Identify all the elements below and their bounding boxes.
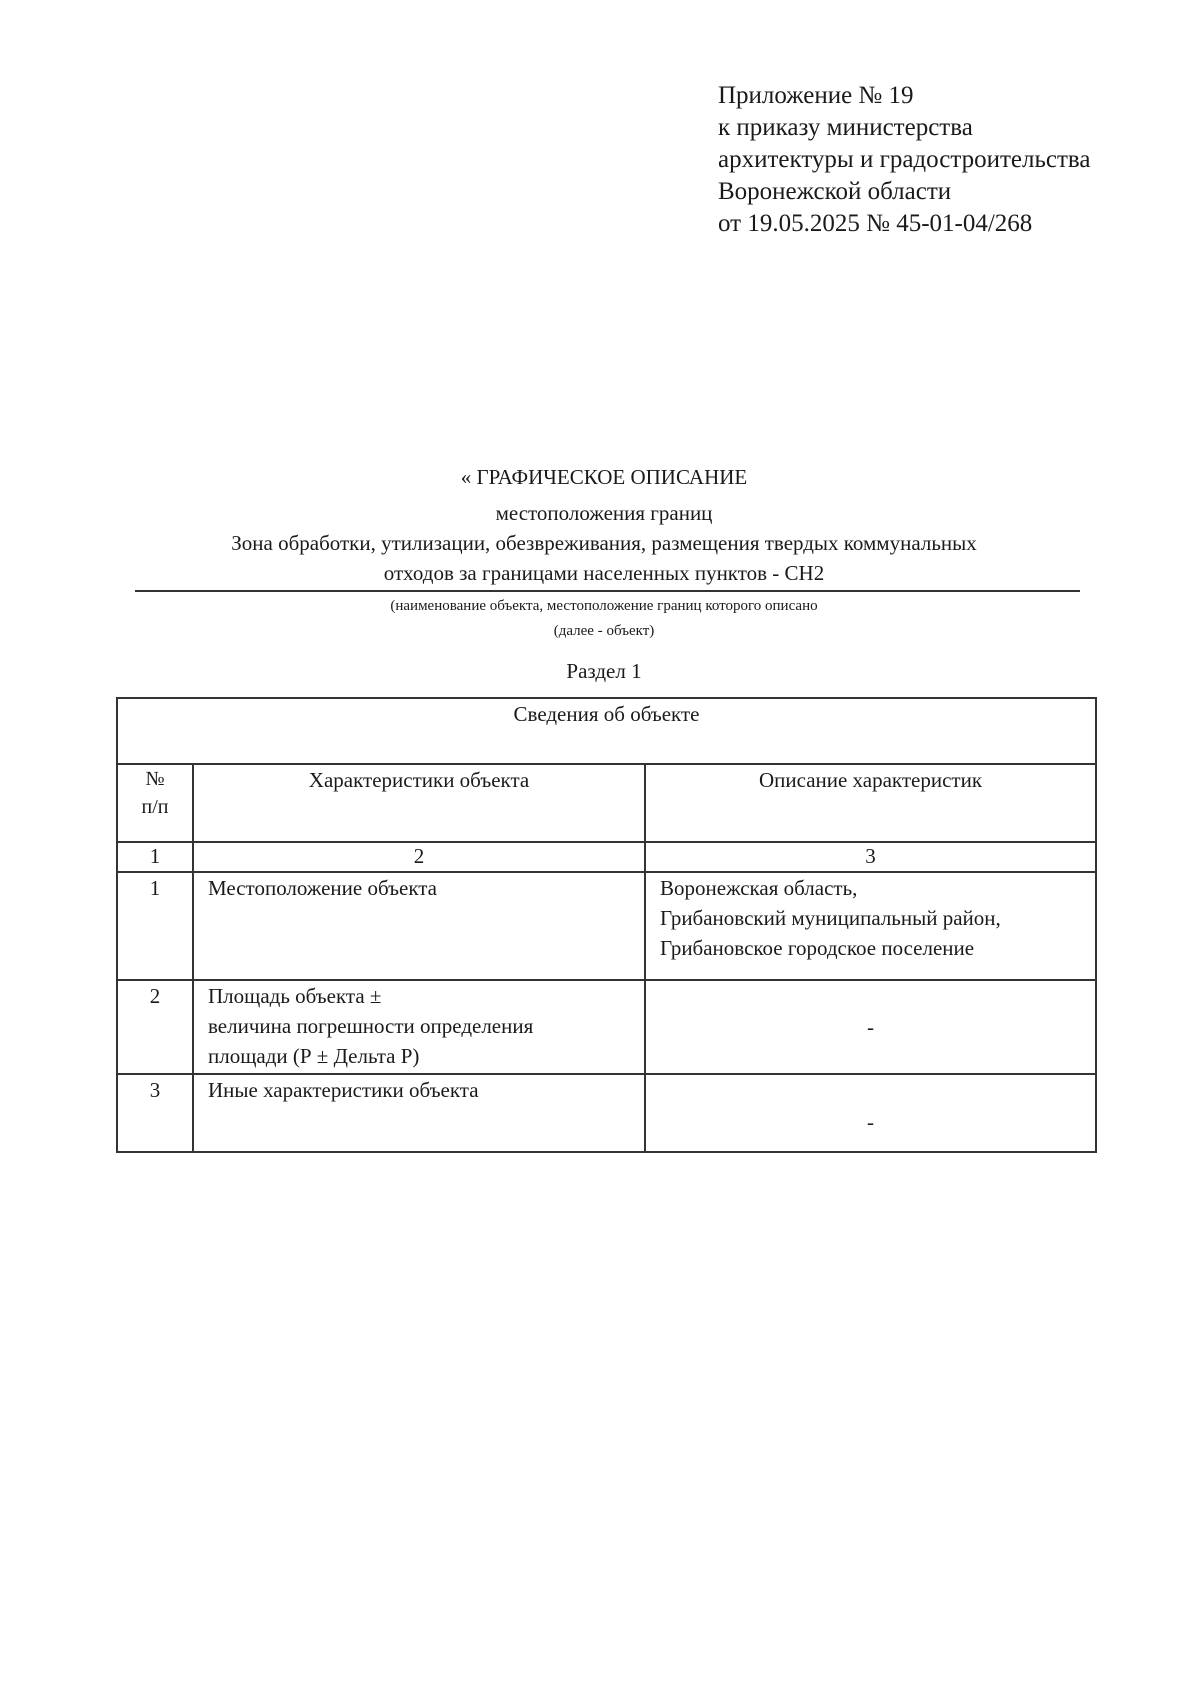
section-label: Раздел 1 (566, 659, 642, 683)
row-description (645, 1074, 1096, 1152)
document-title: « ГРАФИЧЕСКОЕ ОПИСАНИЕ (460, 465, 748, 489)
row-characteristic (193, 980, 645, 1074)
description-line: Воронежская область, (660, 876, 858, 900)
description-line: Грибановское городское поселение (660, 936, 975, 960)
description-line: Грибановский муниципальный район, (660, 906, 1001, 930)
object-caption-line: (далее - объект) (553, 623, 655, 639)
appendix-line: Приложение № 19 (718, 82, 914, 109)
characteristic-line: величина погрешности определения (208, 1014, 534, 1038)
characteristic-line: Площадь объекта ± (208, 984, 382, 1008)
index-cell: 2 (193, 842, 645, 872)
header-number (117, 764, 193, 842)
description-line: - (867, 1110, 874, 1134)
table-row (117, 1074, 1096, 1152)
table-caption: Сведения об объекте (117, 698, 1096, 764)
row-number: 3 (117, 1074, 193, 1152)
object-info-table (116, 697, 1097, 1153)
row-characteristic (193, 1074, 645, 1152)
header-characteristic: Характеристики объекта (193, 764, 645, 842)
characteristic-line: Местоположение объекта (208, 876, 438, 900)
header-description: Описание характеристик (645, 764, 1096, 842)
appendix-line: архитектуры и градостроительства (718, 146, 1091, 173)
row-number: 1 (117, 872, 193, 980)
object-name-line: Зона обработки, утилизации, обезвреживания, размещения твердых коммунальных (231, 531, 977, 555)
document-subtitle: местоположения границ (495, 501, 713, 525)
description-line: - (867, 1015, 874, 1039)
characteristic-line: Иные характеристики объекта (208, 1078, 479, 1102)
table-row (117, 872, 1096, 980)
table-header-row (117, 764, 1096, 842)
index-cell: 1 (117, 842, 193, 872)
header-number-line: п/п (141, 796, 169, 818)
row-description (645, 980, 1096, 1074)
object-name-line: отходов за границами населенных пунктов - СН2 (383, 561, 825, 585)
row-number: 2 (117, 980, 193, 1074)
object-caption (120, 594, 1088, 644)
row-description (645, 872, 1096, 980)
appendix-note (718, 80, 1090, 240)
object-name (120, 528, 1088, 588)
object-caption-line: (наименование объекта, местоположение границ которого описано (390, 598, 818, 614)
row-characteristic (193, 872, 645, 980)
header-number-line: № (145, 768, 165, 790)
appendix-line: Воронежской области (718, 178, 952, 205)
underline-rule (135, 590, 1080, 592)
table-row (117, 980, 1096, 1074)
table-index-row (117, 842, 1096, 872)
appendix-line: от 19.05.2025 № 45-01-04/268 (718, 210, 1033, 237)
index-cell: 3 (645, 842, 1096, 872)
appendix-line: к приказу министерства (718, 114, 973, 141)
characteristic-line: площади (Р ± Дельта Р) (208, 1044, 420, 1068)
table-caption-row (117, 698, 1096, 764)
